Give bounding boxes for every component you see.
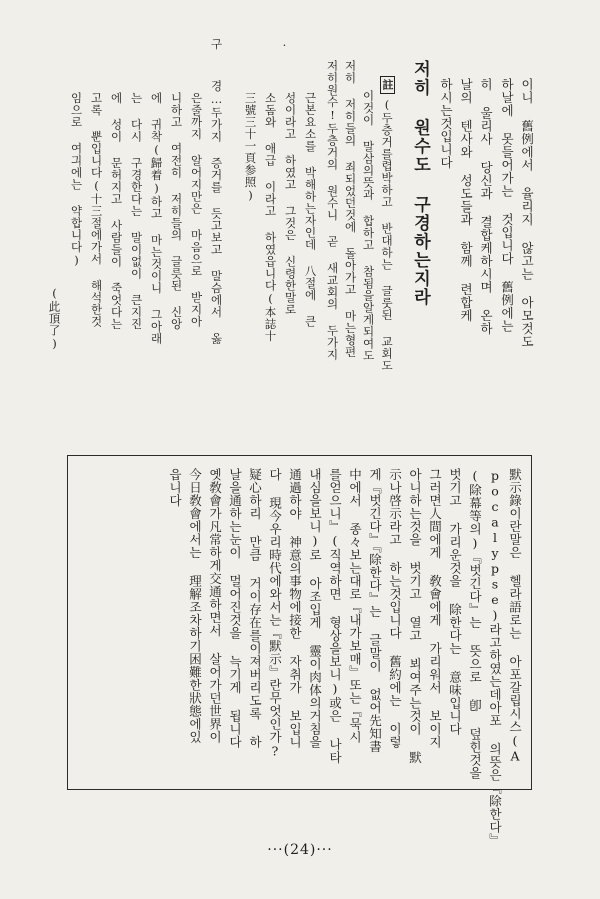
box-column-text: (除幕等의)『벗긴다』는 뜻으로 卽 덮힌것을: [467, 468, 483, 780]
page-number: ···(24)···: [267, 842, 333, 858]
box-column-text: 내심을보니)로 아조입게 靈이肉体의거침을: [307, 468, 323, 749]
text-column: [190, 92, 202, 450]
text-column-text: 임으로 여긔에는 약합니다): [69, 92, 84, 268]
text-column-text: 근본요소를 박해하는자인데 八절에 큰: [303, 92, 318, 328]
text-column-text: 경…두가지 증거를 듯고보고 말슴에서 옳: [209, 80, 224, 345]
box-column-text: 그러면人間에게 敎會에게 가리워서 보이지: [427, 468, 443, 749]
box-column-text: 읍니다: [167, 468, 183, 507]
box-column-text: 벗기고 가리운것을 除한다는 意味입니다: [447, 468, 463, 736]
text-column-text: 저히 원수도 구경하는지라: [410, 60, 430, 307]
text-column-text: ·: [277, 38, 292, 53]
text-column-text: 히 울리사 당신과 결합케하시며 온하: [478, 78, 494, 335]
box-column: [328, 468, 341, 778]
box-column: [368, 468, 381, 778]
text-column-text: 하시는것입니다: [438, 78, 454, 169]
text-column: [130, 92, 142, 450]
box-column-text: 를얻으니』(직역하면 형상을보니)或은 나타: [327, 468, 343, 764]
box-column-text: 疑心하리 만큼 거이存在를이져버리도록 하: [247, 468, 263, 749]
text-column: [110, 92, 122, 450]
box-column: [428, 468, 441, 778]
text-column: [500, 78, 513, 450]
box-column-text: 아니하는것을 벗기고 열고 뵈여주는것이 默: [407, 468, 423, 764]
box-column-text: 今日敎會에서는 理解조차하기困難한狀態에있: [187, 468, 203, 744]
text-column: [284, 92, 296, 450]
box-column: [188, 468, 201, 778]
text-column: [304, 92, 316, 450]
text-column: [210, 80, 222, 450]
text-column-text: 에 귀착(歸着)하고 마는것이니 그아래: [149, 92, 164, 345]
box-column: [468, 468, 481, 778]
box-column-text: 通過하야 神意의事物에接한 자취가 보입니: [287, 468, 303, 749]
box-column: [487, 468, 503, 847]
box-column: [168, 468, 181, 778]
text-column-text: (此頂了): [47, 286, 62, 351]
box-column: [388, 468, 401, 778]
box-column: [228, 468, 241, 778]
box-column: [208, 468, 221, 778]
box-column-text: 中에서 종々보는대로『내가보매』또는『묵시: [347, 468, 363, 744]
box-column-text: 默示錄이란말은 헬라語로는 아포갈립시스(A: [507, 468, 523, 764]
box-column-text: 示나啓示라고 하는것입니다 舊約에는 이렇: [387, 468, 403, 749]
text-column: [244, 92, 256, 450]
annotation-tag: 註: [380, 76, 395, 94]
text-column: [439, 78, 452, 450]
text-column: [170, 92, 182, 450]
text-column-text: (두층거를렵박하고 반대하는 글룻된 교회도: [380, 97, 394, 372]
box-column-text: 게『벗긴다』『除한다』는 글말이 없어先知書: [367, 468, 383, 753]
box-column: [508, 468, 521, 778]
text-column-text: 이것이 말삼의뜻과 합하고 참됨을알게되여도: [361, 90, 376, 362]
text-column: [459, 78, 472, 450]
text-column-text: 구: [209, 38, 224, 50]
text-column: [150, 92, 162, 450]
text-column-text: 고록 뿐입니다(十三절에가서 해석한것: [89, 92, 104, 328]
text-column-text: 성이라고 하였고 그것은 신령한말로: [283, 92, 298, 316]
box-column: [308, 468, 321, 778]
box-column: [448, 468, 461, 778]
text-column: [362, 90, 374, 450]
text-column: [326, 60, 338, 450]
box-column: [248, 468, 261, 778]
text-column: [264, 92, 276, 450]
text-column-text: 이니 舊例에서 율리지 않고는 아모것도: [519, 78, 535, 348]
text-column: [479, 78, 492, 450]
text-column-text: 은줄까지 알어지만은 마음으로 받지아: [189, 92, 204, 328]
text-column-text: 날의 텐사와 성도들과 함께 련합케: [458, 78, 474, 322]
text-column: [344, 60, 356, 450]
box-column-text: 다 現今우리時代에와서는『默示』란무엇인가?: [267, 468, 283, 759]
box-column-text: pocalypse)라고하였는데아포 의뜻은『除한다』: [487, 468, 503, 847]
text-column-text: 에 성이 문허지고 사람들이 죽엇다는: [109, 92, 124, 330]
text-column-text: 는 다시 구경한다는 말이없이 큰지진: [129, 92, 144, 330]
text-column: [48, 286, 60, 406]
box-column: [288, 468, 301, 778]
box-column-text: 옛敎會가凡常하게交通하면서 살어가던世界이: [207, 468, 223, 744]
box-column-text: 날을通하는눈이 멀어진것을 늑기게 됩니다: [227, 468, 243, 749]
text-column-text: 소돔와 애급 이라고 하였읍니다(本誌十: [263, 92, 278, 342]
text-column: [278, 38, 290, 78]
text-column: [210, 38, 222, 78]
text-column: [411, 60, 428, 450]
text-column-text: 저히 저히들의 죄되었던것에 돌아가고 마는형편: [343, 60, 358, 358]
box-column: [408, 468, 421, 778]
box-column: [268, 468, 281, 778]
text-column-text: 저히원수!두층거의 원수니 곧 새교회의 두가지: [325, 60, 340, 361]
text-column: [520, 78, 533, 450]
text-column-text: 하날에 못들어가는 것입니다 舊例에는: [499, 78, 515, 333]
text-column-text: 三號三十一頁参照): [243, 92, 258, 203]
text-column: [380, 76, 395, 450]
text-column: [90, 92, 102, 450]
box-column: [348, 468, 361, 778]
text-column: [70, 92, 82, 450]
text-column-text: 니하고 여전히 저히들의 글릇된 신앙: [169, 92, 184, 330]
